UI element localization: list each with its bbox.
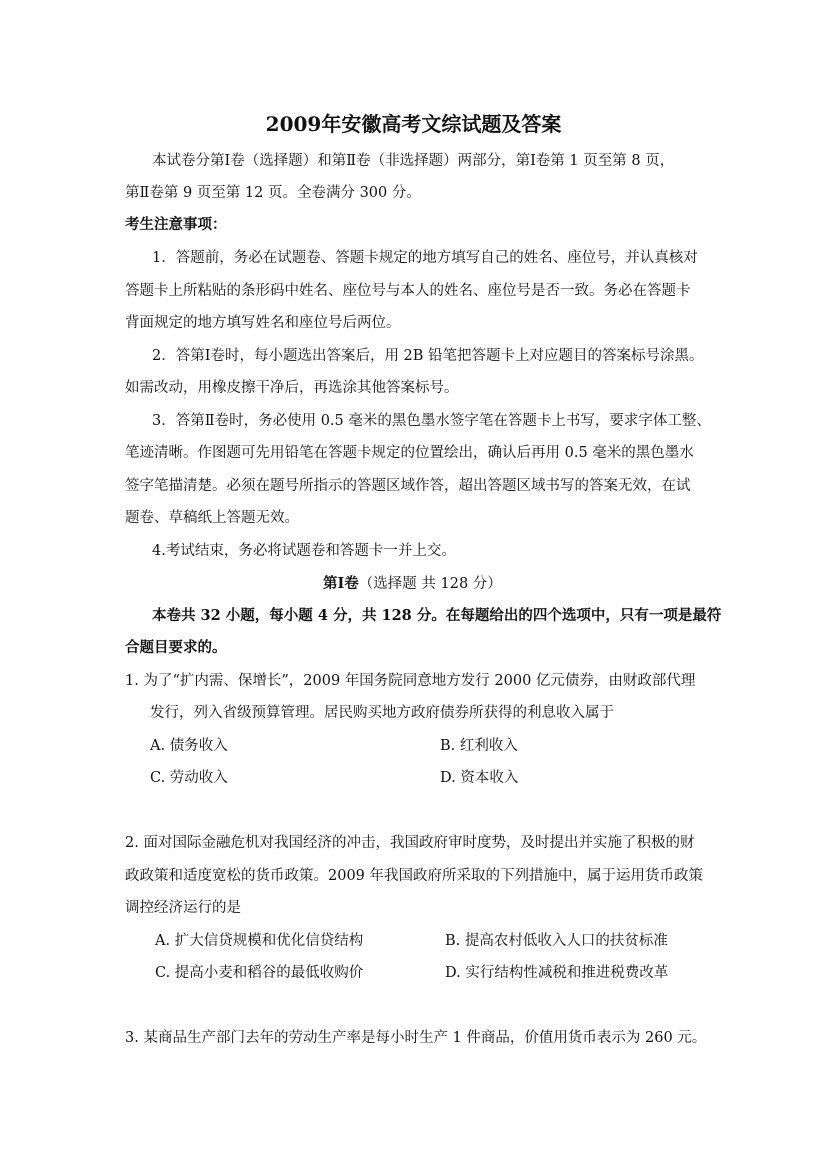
q2-line-3: 调控经济运行的是 [125,900,241,916]
notice-line-3: 背面规定的地方填写姓名和座位号后两位。 [125,315,401,331]
notice-line-5: 如需改动，用橡皮擦干净后，再选涂其他答案标号。 [125,380,459,396]
notice-line-1: 1．答题前，务必在试题卷、答题卡规定的地方填写自己的姓名、座位号，并认真核对 [152,250,698,266]
q1-option-a: A. 债务收入 [150,738,228,754]
notice-line-10: 4.考试结束，务必将试题卷和答题卡一并上交。 [152,543,456,559]
q2-line-1: 2. 面对国际金融危机对我国经济的冲击，我国政府审时度势，及时提出并实施了积极的财 [125,835,695,851]
notice-heading: 考生注意事项： [125,216,227,233]
q1-line-1: 1. 为了“扩内需、保增长”，2009 年国务院同意地方发行 2000 亿元债券，由财政部代理 [125,673,696,689]
q2-option-b: B. 提高农村低收入人口的扶贫标准 [445,933,668,949]
intro-line-1: 本试卷分第Ⅰ卷（选择题）和第Ⅱ卷（非选择题）两部分，第Ⅰ卷第 1 页至第 8 页， [152,153,675,169]
q2-option-a: A. 扩大信贷规模和优化信贷结构 [155,933,364,949]
notice-line-9: 题卷、草稿纸上答题无效。 [125,510,299,526]
q2-option-c: C. 提高小麦和稻谷的最低收购价 [155,965,364,981]
q2-option-d: D. 实行结构性减税和推进税费改革 [445,965,669,981]
section-title [323,574,502,594]
q1-line-2: 发行，列入省级预算管理。居民购买地方政府债券所获得的利息收入属于 [150,705,614,721]
notice-line-6: 3．答第Ⅱ卷时，务必使用 0.5 毫米的黑色墨水签字笔在答题卡上书写，要求字体工整、 [152,413,711,429]
q1-option-c: C. 劳动收入 [150,770,228,786]
notice-line-4: 2．答第Ⅰ卷时，每小题选出答案后，用 2B 铅笔把答题卡上对应题目的答案标号涂黑。 [152,348,704,364]
notice-line-7: 笔迹清晰。作图题可先用铅笔在答题卡规定的位置绘出，确认后再用 0.5 毫米的黑色墨水 [125,445,694,461]
notice-line-8: 签字笔描清楚。必须在题号所指示的答题区域作答，超出答题区域书写的答案无效，在试 [125,478,691,494]
page-title: 2009年安徽高考文综试题及答案 [265,112,562,136]
notice-line-2: 答题卡上所粘贴的条形码中姓名、座位号与本人的姓名、座位号是否一致。务必在答题卡 [125,283,691,299]
q3-line-1: 3. 某商品生产部门去年的劳动生产率是每小时生产 1 件商品，价值用货币表示为 260 元。 [125,1030,707,1046]
intro-line-2: 第Ⅱ卷第 9 页至第 12 页。全卷满分 300 分。 [125,185,421,201]
section-instruction-line-2: 合题目要求的。 [125,639,227,656]
section-instruction-line-1: 本卷共 32 小题，每小题 4 分，共 128 分。在每题给出的四个选项中，只有一项是最符 [152,607,722,624]
q2-line-2: 政政策和适度宽松的货币政策。2009 年我国政府所采取的下列措施中，属于运用货币政策 [125,868,704,884]
q1-option-d: D. 资本收入 [440,770,519,786]
section-title-bold: 第Ⅰ卷 [323,575,359,592]
section-title-rest: （选择题 共 128 分） [358,576,502,592]
q1-option-b: B. 红利收入 [440,738,518,754]
